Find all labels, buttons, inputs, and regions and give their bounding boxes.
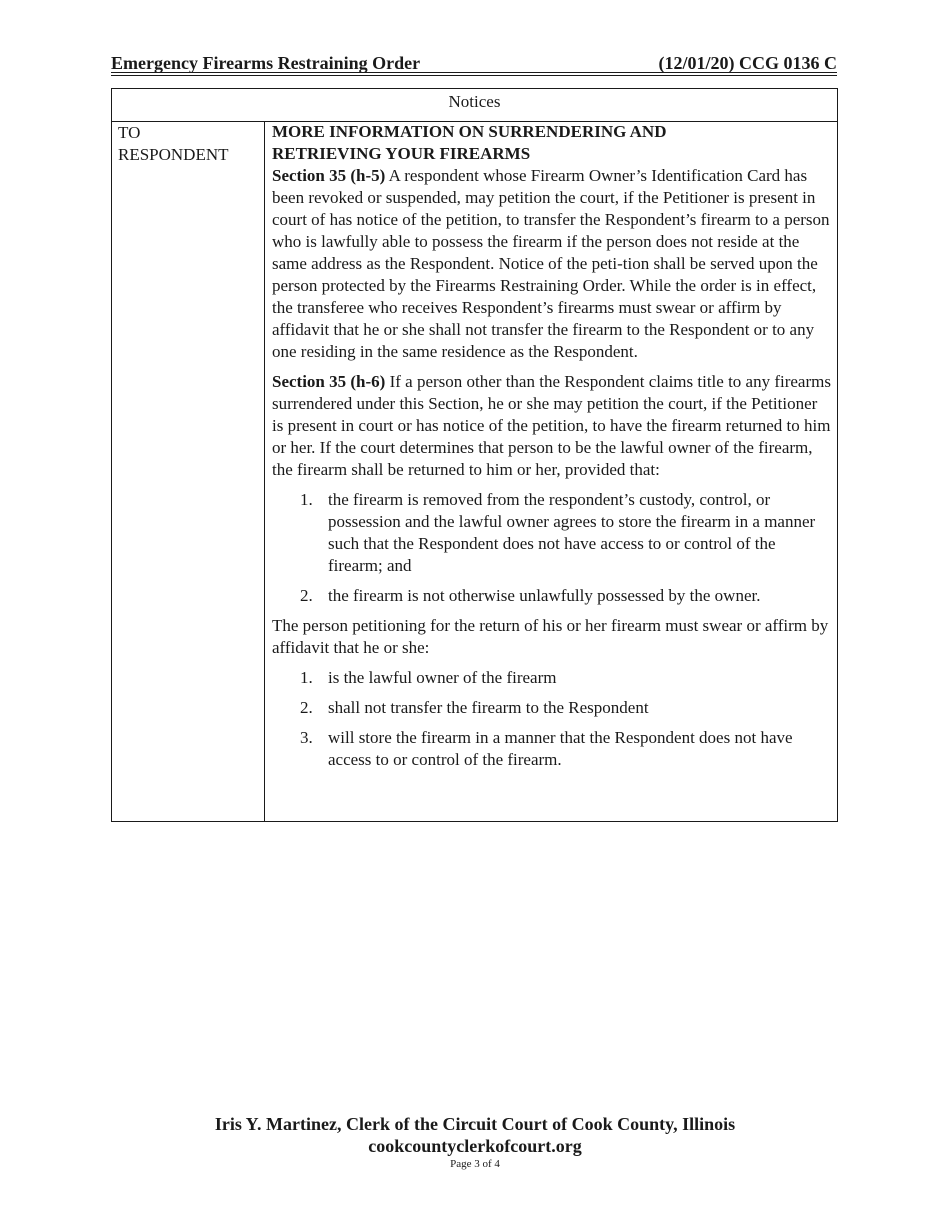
- list-item: [272, 585, 831, 607]
- section-h5-label: Section 35 (h-5): [272, 166, 386, 185]
- header-rule-top: [111, 72, 837, 73]
- list-item-number: 2.: [300, 586, 313, 605]
- notices-heading: Notices: [112, 89, 837, 122]
- list-item-number: 2.: [300, 698, 313, 717]
- form-code: (12/01/20) CCG 0136 C: [658, 53, 837, 73]
- affidavit-list: [272, 667, 831, 771]
- affidavit-intro: The person petitioning for the return of his or her firearm must swear or affirm by affidavit that he or she:: [272, 616, 829, 657]
- list-item-text: the firearm is removed from the respondent’s custody, control, or possession and the lawful owner agrees to store the firearm in a manner such that the Respondent does not have access to or control of the firearm; and: [328, 490, 816, 575]
- page-number: Page 3 of 4: [450, 1158, 500, 1170]
- list-item-number: 3.: [300, 728, 313, 747]
- list-item-text: will store the firearm in a manner that the Respondent does not have access to or control of the firearm.: [328, 728, 793, 769]
- section-h5-paragraph: [272, 165, 831, 363]
- form-title: Emergency Firearms Restraining Order: [111, 53, 421, 73]
- section-heading-line: MORE INFORMATION ON SURRENDERING AND: [272, 122, 667, 141]
- section-heading-line: RETRIEVING YOUR FIREARMS: [272, 144, 531, 163]
- recipient-label-line: TO: [118, 123, 141, 142]
- list-item-number: 1.: [300, 668, 313, 687]
- list-item: [272, 489, 831, 577]
- conditions-list: [272, 489, 831, 607]
- page-header: [111, 52, 837, 76]
- clerk-name: Iris Y. Martinez, Clerk of the Circuit Court of Cook County, Illinois: [214, 1114, 736, 1134]
- list-item: [272, 727, 831, 771]
- section-h6-label: Section 35 (h-6): [272, 372, 386, 391]
- section-h6-text: If a person other than the Respondent claims title to any firearms surrendered under this Section, he or she may petition the court, if the Petitioner is present in court or has notice of the petition, to have the firearm returned to him or her. If the court determines that person to be the lawful owner of the firearm, the firearm shall be returned to him or her, provided that:: [272, 372, 831, 479]
- list-item: [272, 667, 831, 689]
- recipient-cell: [112, 121, 265, 821]
- section-h6-paragraph: [272, 371, 831, 481]
- list-item-text: is the lawful owner of the firearm: [328, 668, 557, 687]
- notice-content-cell: [266, 121, 837, 821]
- section-h5-text: A respondent whose Firearm Owner’s Identification Card has been revoked or suspended, may petition the court, if the Petitioner is present in court of has notice of the petition, to transfer the Respondent’s firearm to a person who is lawfully able to possess the firearm if the person does not reside at the same address as the Respondent. Notice of the peti-tion shall be served upon the person protected by the Firearms Restraining Order. While the order is in effect, the transferee who receives Respondent’s firearms must swear or affirm by affidavit that he or she shall not transfer the firearm to the Respondent or to any one residing in the same residence as the Respondent.: [272, 166, 830, 361]
- clerk-website: cookcountyclerkofcourt.org: [368, 1136, 582, 1156]
- list-item-text: the firearm is not otherwise unlawfully possessed by the owner.: [328, 586, 761, 605]
- section-heading: [272, 121, 831, 165]
- notices-table: [111, 88, 838, 822]
- list-item: [272, 697, 831, 719]
- list-item-text: shall not transfer the firearm to the Respondent: [328, 698, 649, 717]
- page-footer: [0, 1113, 950, 1171]
- recipient-label-line: RESPONDENT: [118, 145, 229, 164]
- header-rule-bottom: [111, 75, 837, 76]
- list-item-number: 1.: [300, 490, 313, 509]
